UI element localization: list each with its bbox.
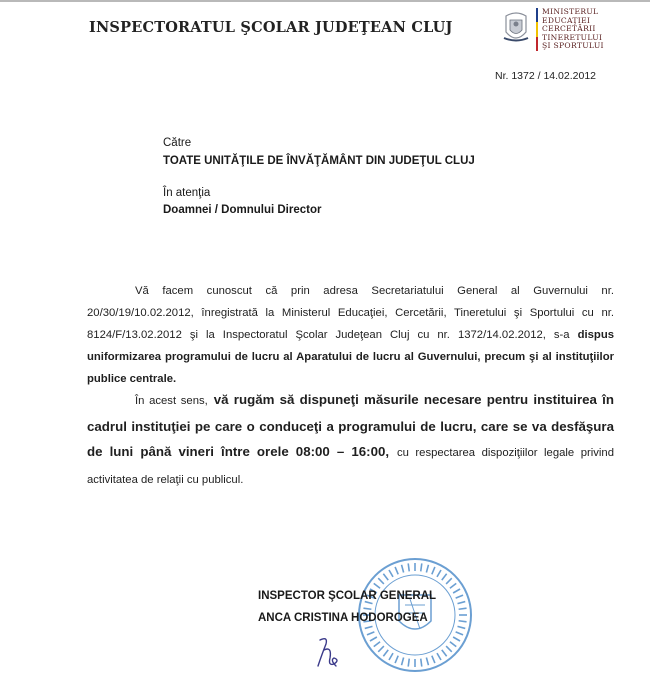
paragraph-2 (87, 387, 614, 493)
stamp-lettering-mark (383, 650, 388, 656)
stamp-lettering-mark (437, 570, 441, 577)
stamp-lettering-mark (374, 642, 380, 647)
ministry-line: MINISTERUL (542, 7, 599, 16)
stamp-lettering-mark (432, 656, 435, 663)
stamp-lettering-mark (458, 602, 466, 604)
ministry-line: TINERETULUI (542, 32, 603, 42)
stamp-lettering-mark (402, 658, 404, 666)
stamp-lettering-mark (442, 574, 447, 580)
stamp-lettering-mark (383, 574, 388, 580)
signatory-name: ANCA CRISTINA HODOROGEA (258, 612, 428, 624)
paragraph-1-bold: dispus uniformizarea programului de lucru al Aparatului de lucru al Guvernului, precum şi al instituţiilor publice centrale. (87, 329, 615, 385)
page-top-border (0, 0, 650, 2)
stamp-lettering-mark (374, 583, 380, 588)
stamp-lettering-mark (421, 563, 422, 571)
to-label: Către (163, 137, 192, 149)
ministry-line: EDUCAŢIEI (542, 15, 591, 25)
institution-header: INSPECTORATUL ŞCOLAR JUDEŢEAN CLUJ (89, 19, 453, 36)
ministry-line: CERCETĂRII (542, 24, 596, 34)
attention-recipient: Doamnei / Domnului Director (163, 204, 322, 216)
coat-of-arms-icon (502, 10, 530, 46)
stamp-lettering-mark (365, 626, 373, 628)
reference-number: Nr. 1372 / 14.02.2012 (495, 70, 596, 82)
stamp-lettering-mark (421, 659, 422, 667)
stamp-lettering-mark (378, 646, 384, 652)
ministry-logo (502, 6, 642, 52)
stamp-lettering-mark (446, 578, 452, 584)
paragraph-1-text: Vă facem cunoscut că prin adresa Secretariatului General al Guvernului nr. 20/30/19/10.02.2012, înregistrată la Ministerul Educaţiei, Cercetării, Tineretului şi Sportului cu nr. 8124/F/13.02.2012 şi la Inspectoratul Şcolar Judeţean Cluj cu nr. 1372/14.02.2012, s-a (87, 285, 614, 341)
stamp-lettering-mark (363, 608, 371, 609)
stamp-lettering-mark (459, 621, 467, 622)
signatory-title: INSPECTOR ŞCOLAR GENERAL (258, 590, 437, 602)
stamp-lettering-mark (378, 578, 384, 584)
stamp-lettering-mark (395, 567, 398, 574)
stamp-lettering-mark (450, 642, 456, 647)
stamp-lettering-mark (446, 646, 452, 652)
paragraph-1 (87, 280, 614, 390)
stamp-lettering-mark (456, 595, 463, 598)
stamp-lettering-mark (408, 563, 409, 571)
stamp-lettering-mark (456, 632, 463, 635)
stamp-lettering-mark (408, 659, 409, 667)
attention-label: În atenţia (163, 187, 211, 199)
stamp-lettering-mark (426, 565, 428, 573)
ministry-line: ŞI SPORTULUI (542, 41, 604, 51)
paragraph-2-intro: În acest sens, (135, 395, 208, 407)
stamp-lettering-mark (370, 637, 377, 641)
paragraph-2-end: cu respectarea dispoziţiilor legale privind activitatea de relaţii cu publicul. (87, 447, 614, 486)
paragraph-2-bold: vă rugăm să dispuneţi măsurile necesare pentru instituirea în cadrul instituţiei pe care o conduceţi a programului de lucru, care se va desfăşura de luni până vineri între orele 08:00 – 16:00, (87, 392, 614, 459)
recipient: TOATE UNITĂŢILE DE ÎNVĂŢĂMÂNT DIN JUDEŢUL CLUJ (163, 155, 475, 167)
stamp-lettering-mark (426, 658, 428, 666)
stamp-lettering-mark (453, 589, 460, 593)
tricolor-bar (536, 8, 538, 51)
ministry-name (542, 8, 604, 51)
stamp-lettering-mark (437, 653, 441, 660)
stamp-lettering-mark (389, 653, 393, 660)
stamp-lettering-mark (402, 565, 404, 573)
stamp-lettering-mark (395, 656, 398, 663)
stamp-lettering-mark (389, 570, 393, 577)
stamp-lettering-mark (442, 650, 447, 656)
stamp-lettering-mark (453, 637, 460, 641)
stamp-lettering-mark (367, 632, 374, 635)
stamp-lettering-mark (432, 567, 435, 574)
stamp-lettering-mark (450, 583, 456, 588)
handwritten-signature (312, 636, 344, 672)
stamp-lettering-mark (459, 608, 467, 609)
stamp-lettering-mark (458, 626, 466, 628)
